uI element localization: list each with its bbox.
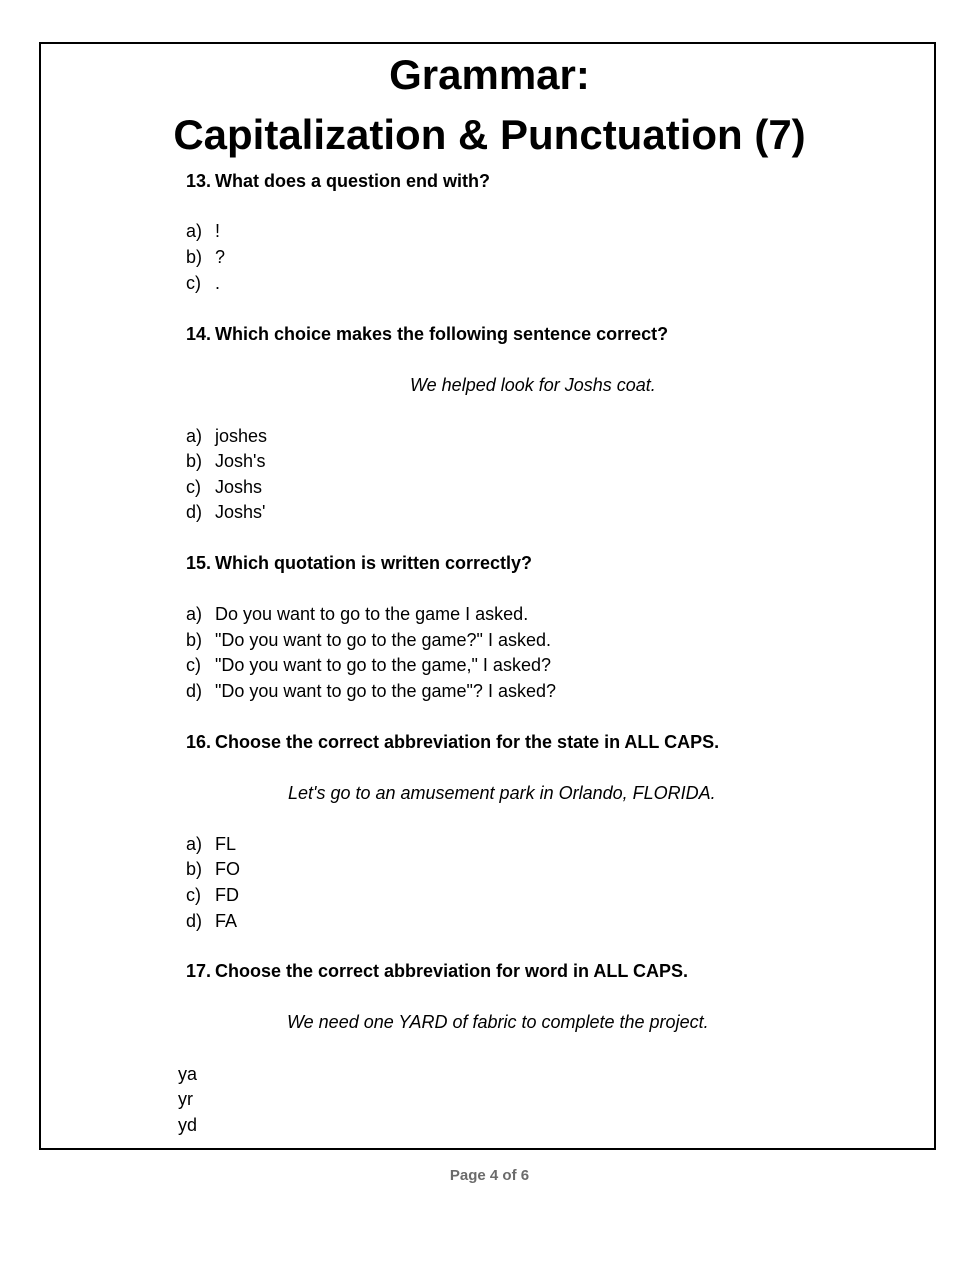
question-16 — [186, 730, 719, 754]
option-letter: b) — [186, 859, 203, 879]
question-text: Choose the correct abbreviation for word in ALL CAPS. — [215, 961, 689, 981]
example-sentence: We need one YARD of fabric to complete the project. — [287, 1012, 709, 1032]
answer-option[interactable] — [186, 832, 236, 856]
option-letter: a) — [186, 426, 203, 446]
page-title-line-1: Grammar: — [389, 51, 590, 98]
answer-option[interactable] — [186, 679, 556, 703]
question-number: 13. — [186, 171, 212, 191]
answer-option[interactable] — [186, 245, 225, 269]
answer-option[interactable] — [186, 449, 265, 473]
question-15 — [186, 551, 532, 575]
option-letter: c) — [186, 655, 201, 675]
page-title-line-2: Capitalization & Punctuation (7) — [173, 111, 806, 158]
question-number: 14. — [186, 324, 212, 344]
answer-option[interactable]: yr — [178, 1089, 193, 1109]
option-text: "Do you want to go to the game?" I asked. — [215, 630, 551, 650]
option-letter: d) — [186, 681, 203, 701]
option-letter: d) — [186, 911, 203, 931]
question-17 — [186, 959, 688, 983]
option-text: FL — [215, 834, 237, 854]
answer-option[interactable]: yd — [178, 1115, 198, 1135]
option-text: FA — [215, 911, 238, 931]
option-text: Joshs' — [215, 502, 266, 522]
question-text: Which choice makes the following sentence correct? — [215, 324, 669, 344]
question-text: Choose the correct abbreviation for the state in ALL CAPS. — [215, 732, 720, 752]
page-number: Page 4 of 6 — [449, 1167, 530, 1184]
option-letter: d) — [186, 502, 203, 522]
option-letter: a) — [186, 834, 203, 854]
option-text: "Do you want to go to the game"? I asked? — [215, 681, 556, 701]
answer-option[interactable] — [186, 271, 220, 295]
answer-option[interactable] — [186, 883, 239, 907]
answer-option[interactable] — [186, 909, 237, 933]
answer-option[interactable] — [186, 628, 551, 652]
option-text: Joshs — [215, 477, 263, 497]
option-text: Josh's — [215, 451, 266, 471]
question-number: 17. — [186, 961, 212, 981]
example-sentence: Let's go to an amusement park in Orlando, FLORIDA. — [288, 783, 716, 803]
option-letter: c) — [186, 477, 201, 497]
option-letter: c) — [186, 885, 201, 905]
option-text: ? — [215, 247, 226, 267]
question-text: Which quotation is written correctly? — [215, 553, 533, 573]
option-letter: c) — [186, 273, 201, 293]
option-text: "Do you want to go to the game," I asked? — [215, 655, 551, 675]
question-number: 16. — [186, 732, 212, 752]
page-border — [39, 42, 936, 1150]
option-text: Do you want to go to the game I asked. — [215, 604, 529, 624]
option-text: FO — [215, 859, 240, 879]
option-letter: a) — [186, 604, 203, 624]
option-letter: a) — [186, 221, 203, 241]
answer-option[interactable] — [186, 500, 265, 524]
question-14 — [186, 322, 668, 346]
answer-option[interactable] — [186, 857, 240, 881]
answer-option[interactable] — [186, 475, 262, 499]
question-number: 15. — [186, 553, 212, 573]
example-sentence: We helped look for Joshs coat. — [410, 375, 656, 395]
question-13 — [186, 169, 490, 193]
answer-option[interactable] — [186, 602, 528, 626]
answer-option[interactable] — [186, 219, 220, 243]
question-text: What does a question end with? — [215, 171, 491, 191]
option-letter: b) — [186, 247, 203, 267]
answer-option[interactable]: ya — [178, 1064, 198, 1084]
option-text: . — [215, 273, 221, 293]
answer-option[interactable] — [186, 424, 267, 448]
option-letter: b) — [186, 451, 203, 471]
option-letter: b) — [186, 630, 203, 650]
answer-option[interactable] — [186, 653, 551, 677]
option-text: joshes — [215, 426, 268, 446]
option-text: FD — [215, 885, 239, 905]
option-text: ! — [215, 221, 221, 241]
